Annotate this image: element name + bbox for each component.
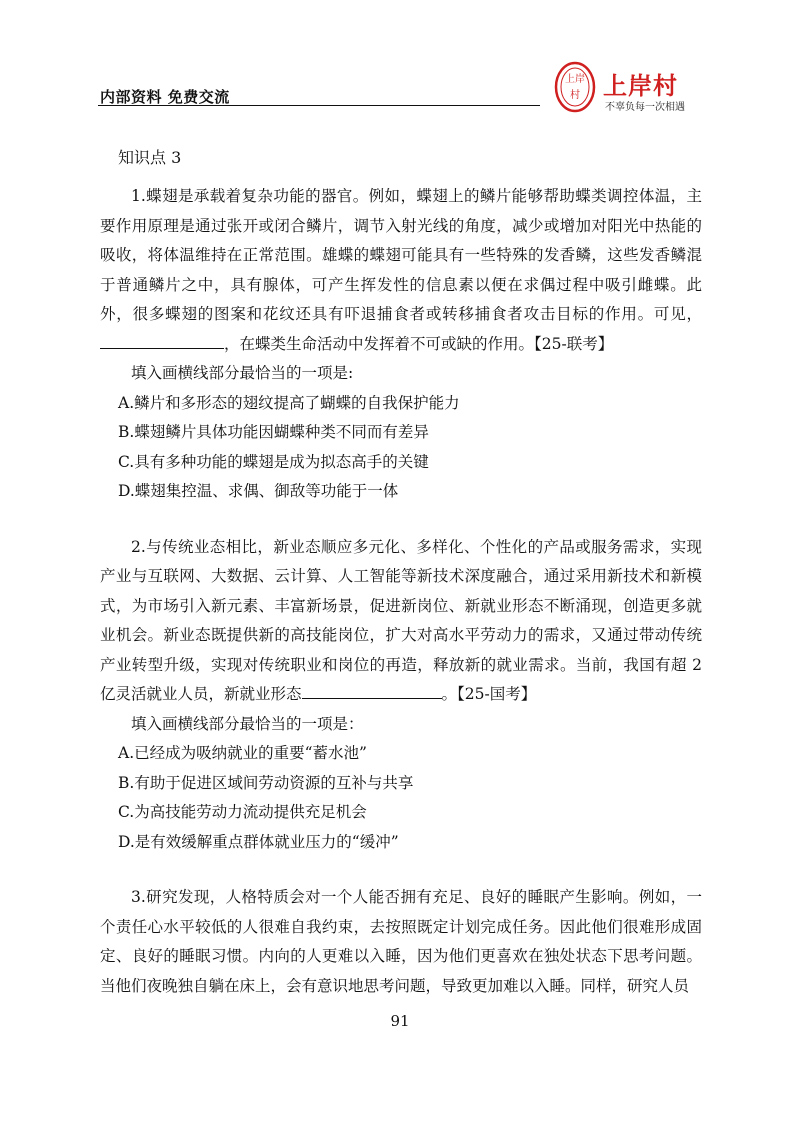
option-a: A.已经成为吸纳就业的重要“蓄水池”: [118, 744, 367, 762]
spacer: [100, 517, 702, 533]
question-source: 【25-国考】: [457, 685, 537, 703]
stem-text-before: 2.与传统业态相比，新业态顺应多元化、多样化、个性化的产品或服务需求，实现产业与互联网、大数据、云计算、人工智能等新技术深度融合，通过采用新技术和新模式，为市场引入新元素、丰富新场景，促进新岗位、新就业形态不断涌现，创造更多就业机会。新业态既提供新的高技能岗位，扩大对高水平劳动力的需求，又通过带动传统产业转型升级，实现对传统职业和岗位的再造，释放新的就业需求。当前，我国有超 2 亿灵活就业人员，新就业形态: [100, 537, 702, 703]
svg-text:上岸: 上岸: [565, 74, 585, 85]
spacer: [100, 867, 702, 883]
svg-text:村: 村: [570, 90, 580, 101]
answer-blank: [100, 330, 224, 349]
option-b: B.有助于促进区域间劳动资源的互补与共享: [118, 773, 414, 792]
stem-text-after: 。: [441, 685, 458, 703]
page-number: 91: [390, 1012, 410, 1030]
seal-icon: [553, 60, 597, 114]
brand-slogan: 不辜负每一次相遇: [605, 102, 685, 113]
answer-blank: [302, 680, 442, 699]
header-left-text: 内部资料 免费交流: [100, 88, 230, 106]
question-source: 【25-联考】: [534, 334, 614, 353]
option-c: C.具有多种功能的蝶翅是成为拟态高手的关键: [118, 452, 429, 471]
option-b: B.蝶翅鳞片具体功能因蝴蝶种类不同而有差异: [118, 423, 429, 441]
option-d: D.蝶翅集控温、求偶、御敌等功能于一体: [118, 482, 399, 500]
question-stem: [100, 182, 702, 359]
question-stem: [100, 533, 702, 710]
question-prompt: 填入画横线部分最恰当的一项是:: [131, 364, 354, 382]
section-title: 知识点 3: [118, 148, 182, 167]
page-content: [100, 146, 702, 1011]
question-stem: 3.研究发现，人格特质会对一个人能否拥有充足、良好的睡眠产生影响。例如，一个责任心水平较低的人很难自我约束，去按照既定计划完成任务。因此他们很难形成固定、良好的睡眠习惯。内向的人更难以入睡，因为他们更喜欢在独处状态下思考问题。当他们夜晚独自躺在床上，会有意识地思考问题，导致更加难以入睡。同样，研究人员: [100, 888, 702, 995]
option-a: A.鳞片和多形态的翅纹提高了蝴蝶的自我保护能力: [118, 393, 460, 412]
brand-name: 上岸村: [603, 72, 678, 100]
stem-text-before: 1.蝶翅是承载着复杂功能的器官。例如，蝶翅上的鳞片能够帮助蝶类调控体温，主要作用原理是通过张开或闭合鳞片，调节入射光线的角度，减少或增加对阳光中热能的吸收，将体温维持在正常范围。雄蝶的蝶翅可能具有一些特殊的发香鳞，这些发香鳞混于普通鳞片之中，具有腺体，可产生挥发性的信息素以便在求偶过程中吸引雌蝶。此外，很多蝶翅的图案和花纹还具有吓退捕食者或转移捕食者攻击目标的作用。可见，: [100, 187, 702, 323]
question-1: [100, 182, 702, 507]
option-d: D.是有效缓解重点群体就业压力的“缓冲”: [118, 832, 399, 851]
question-3: [100, 883, 702, 1001]
option-c: C.为高技能劳动力流动提供充足机会: [118, 803, 367, 821]
stem-text-after: ，在蝶类生命活动中发挥着不可或缺的作用。: [224, 334, 535, 353]
question-prompt: 填入画横线部分最恰当的一项是：: [131, 714, 364, 733]
question-2: [100, 533, 702, 858]
header-rule: [98, 105, 540, 106]
brand-logo: [553, 60, 703, 120]
